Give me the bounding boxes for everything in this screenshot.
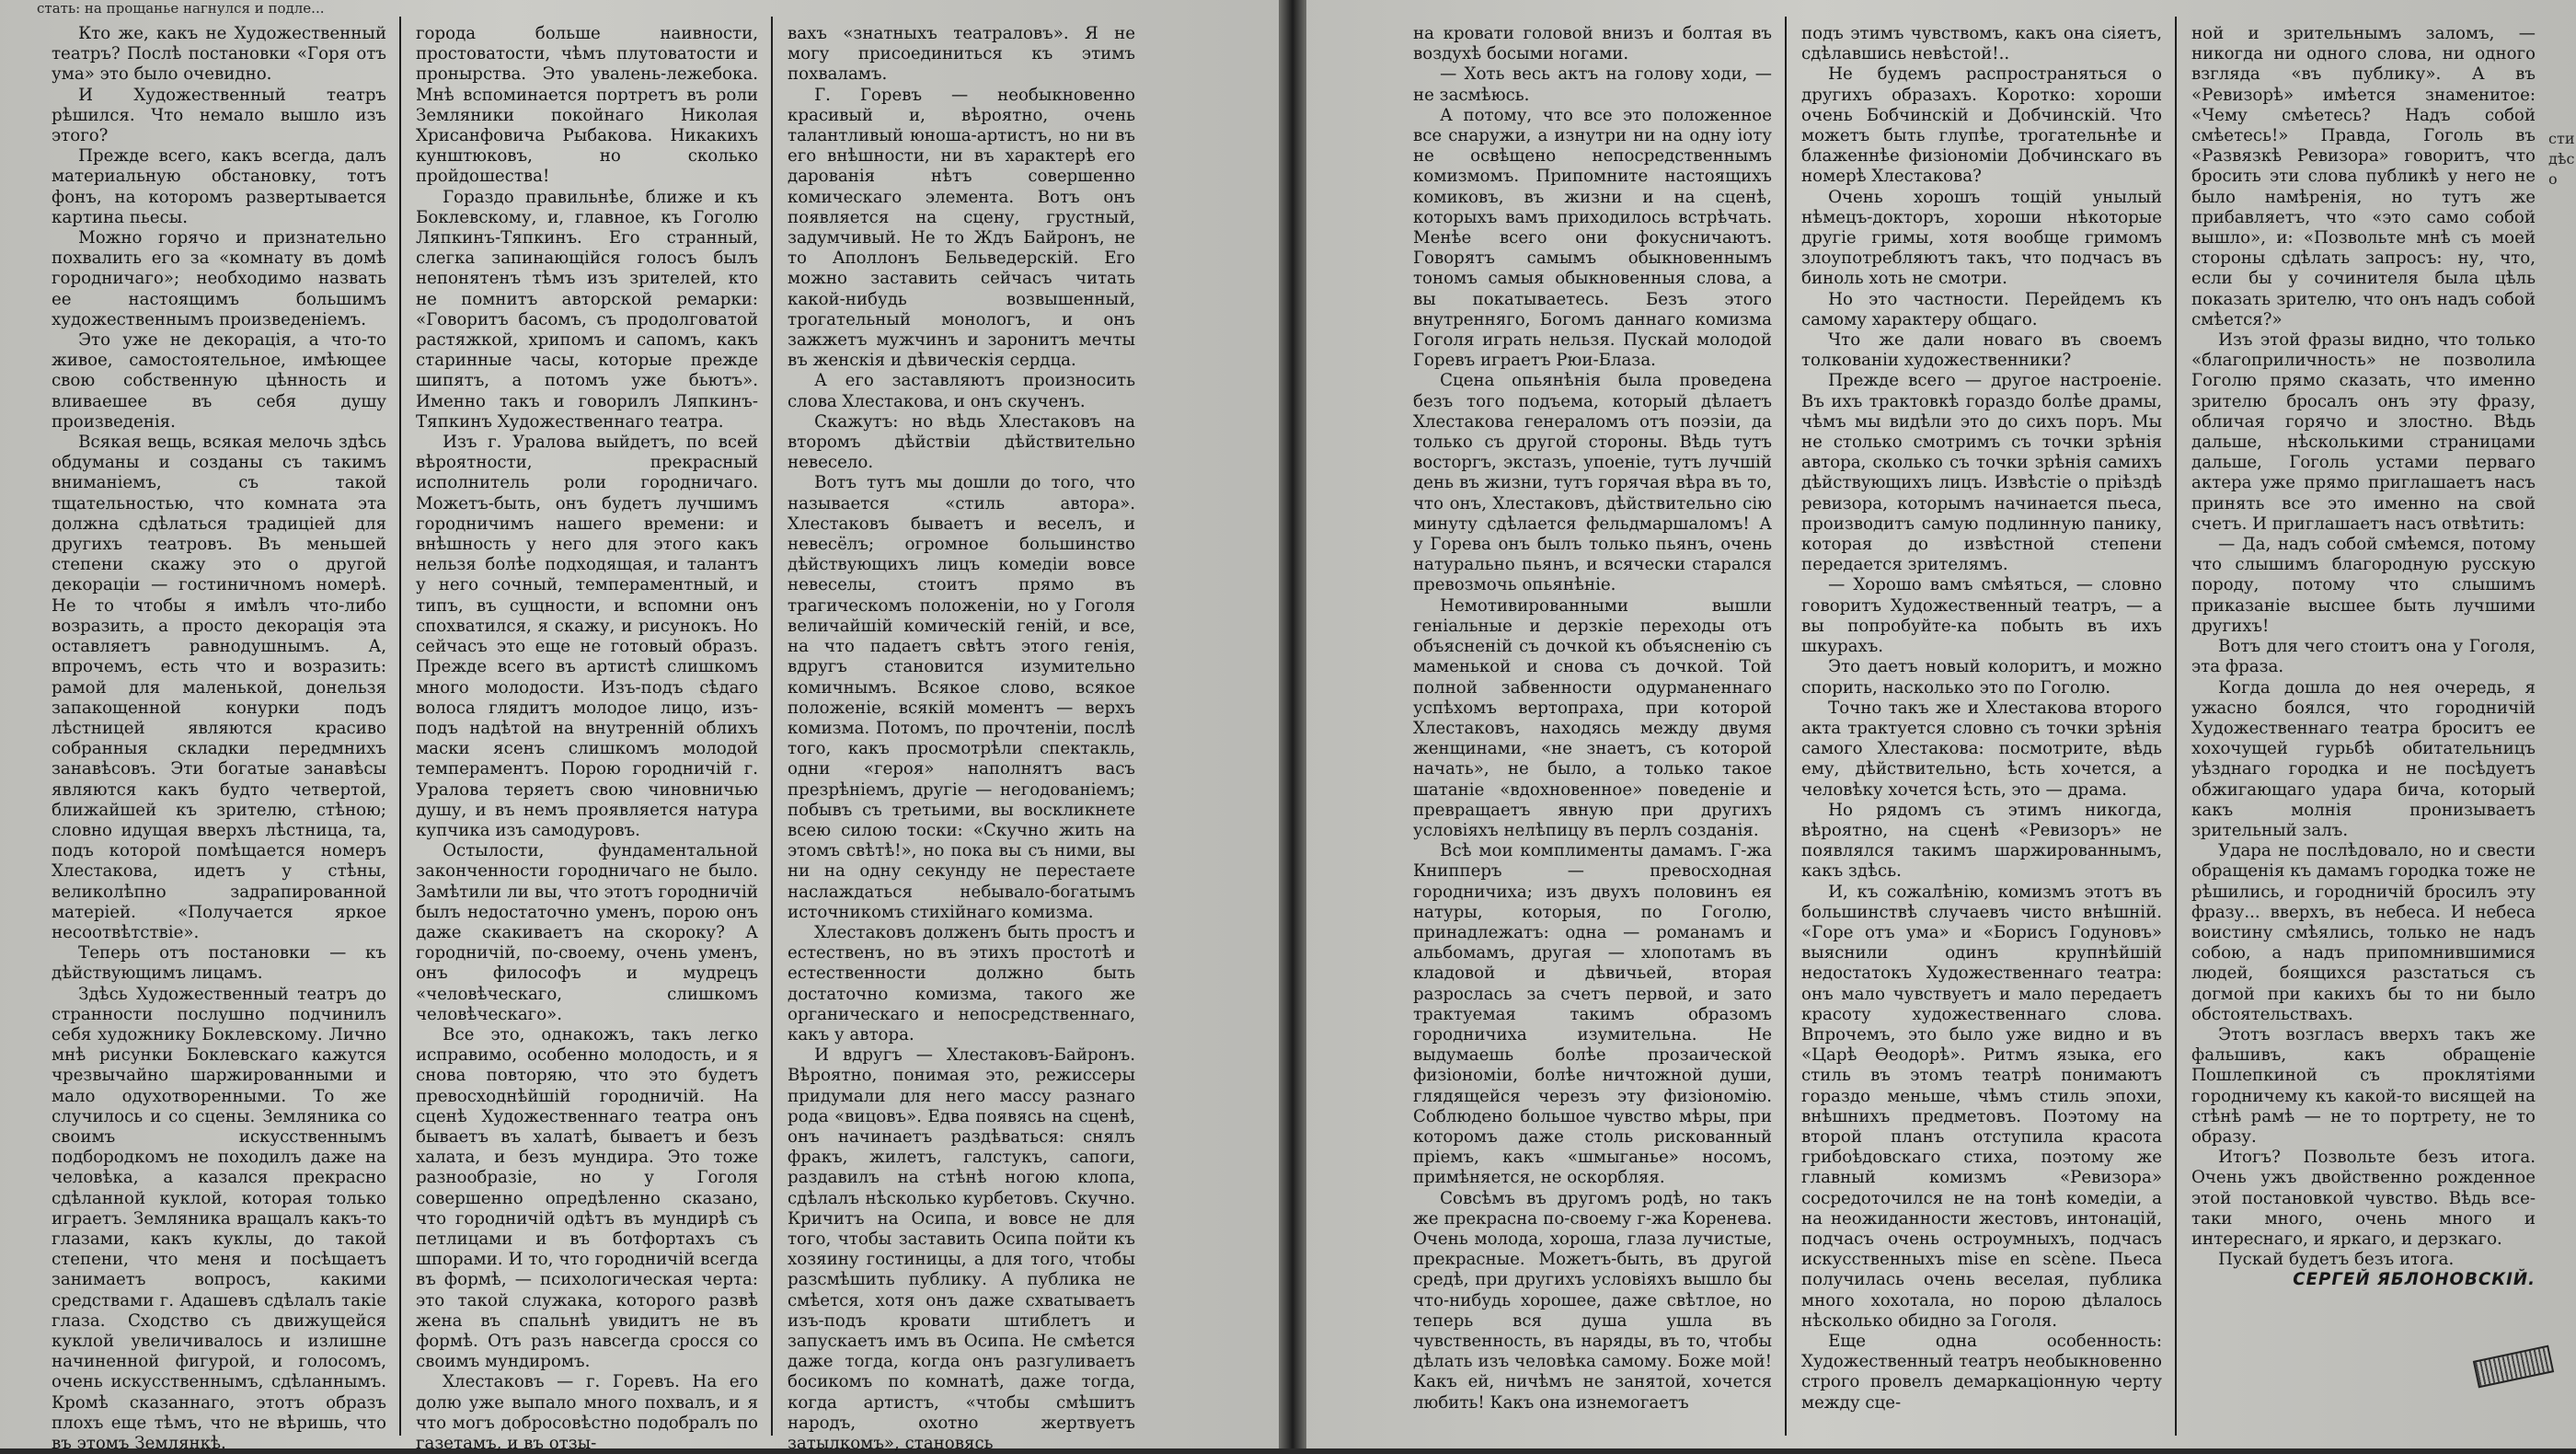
article-paragraph: Вотъ для чего стоитъ она у Гоголя, эта фраза. (2191, 637, 2536, 677)
author-signature: СЕРГЕЙ ЯБЛОНОВСКІЙ. (2293, 1270, 2536, 1290)
article-paragraph: вахъ «знатныхъ театраловъ». Я не могу присоединиться къ этимъ похваламъ. (788, 24, 1135, 85)
article-paragraph: Что же дали новаго въ своемъ толкованіи художественники? (1801, 330, 2162, 371)
article-paragraph: Этотъ возгласъ вверхъ такъ же фальшивъ, какъ обращеніе Пошлепкиной съ проклятіями городничему къ какой-то висящей на стѣнѣ рамѣ — не то портрету, не то образу. (2191, 1024, 2536, 1147)
article-paragraph: Очень хорошъ тощій унылый нѣмецъ-докторъ, хороши нѣкоторые другіе гримы, хотя вообще гримомъ злоупотребляютъ такъ, что подчасъ въ биноль хоть не смотри. (1801, 187, 2162, 289)
article-paragraph: Гораздо правильнѣе, ближе и къ Боклевскому, и, главное, къ Гоголю Ляпкинъ-Тяпкинъ. Его странный, слегка запинающійся голосъ былъ непонятенъ тѣмъ изъ зрителей, кто не помнитъ авторской ремарки: «Говоритъ басомъ, съ продолговатой растяжкой, хрипомъ и сапомъ, какъ старинные часы, которые прежде шипятъ, а потомъ уже бьютъ». Именно такъ и говорилъ Ляпкинъ-Тяпкинъ Художественнаго театра. (416, 187, 758, 432)
article-paragraph: Это даетъ новый колоритъ, и можно спорить, насколько это по Гоголю. (1801, 657, 2162, 698)
article-paragraph: города больше наивности, простоватости, чѣмъ плутоватости и пронырства. Это увалень-лежебока. Мнѣ вспоминается портретъ въ роли Земляники покойнаго Николая Хрисанфовича Рыбакова. Никакихъ кунштюковъ, но сколько пройдошества! (416, 24, 758, 187)
article-paragraph: Пускай будетъ безъ итога. (2218, 1250, 2455, 1270)
article-paragraph: Скажутъ: но вѣдь Хлестаковъ на второмъ дѣйствіи дѣйствительно невесело. (788, 411, 1135, 473)
article-paragraph: Остылости, фундаментальной законченности городничаго не было. Замѣтили ли вы, что этотъ городничій былъ недостаточно уменъ, порою онъ даже скакиваетъ на скороку? А городничій, по-своему, очень уменъ, онъ философъ и мудрецъ «человѣческаго, слишкомъ человѣческаго». (416, 841, 758, 1024)
article-paragraph: И Художественный театръ рѣшился. Что немало вышло изъ этого? (52, 85, 386, 146)
article-paragraph: — Хоть весь актъ на голову ходи, — не засмѣюсь. (1413, 64, 1772, 105)
article-paragraph: Итогъ? Позвольте безъ итога. Очень ужъ двойственно рожденное этой постановкой чувство. Вѣдь все-таки много, очень много и интереснаго, и яркаго, и дерзкаго. (2191, 1148, 2536, 1249)
newspaper-page-right (1306, 0, 2576, 1448)
torn-fragment: дѣс (2548, 150, 2575, 167)
torn-fragment: сти (2548, 130, 2575, 147)
article-paragraph: Хлестаковъ долженъ быть простъ и естественъ, но въ этихъ простотѣ и естественности должно быть достаточно комизма, такого же органическаго и непосредственнаго, какъ у автора. (788, 922, 1135, 1044)
article-paragraph: И вдругъ — Хлестаковъ-Байронъ. Вѣроятно, понимая это, режиссеры придумали для него массу разнаго рода «вицовъ». Едва появясь на сценѣ, онъ начинаетъ раздѣваться: снялъ фракъ, жилетъ, галстукъ, сапоги, раздавилъ на стѣнѣ ногою клопа, сдѣлалъ нѣсколько курбетовъ. Скучно. Кричитъ на Осипа, и вовсе не для того, чтобы заставить Осипа пойти къ хозяину гостиницы, а для того, чтобы разсмѣшить публику. А публика не смѣется, хотя онъ даже схватываетъ изъ-подъ кровати штиблетъ и запускаетъ имъ въ Осипа. Не смѣется даже тогда, когда онъ разгуливаетъ босикомъ по комнатѣ, даже тогда, когда артистъ, «чтобы смѣшитъ народъ, охотно жертвуетъ затылкомъ», становясь (788, 1045, 1135, 1454)
article-paragraph: Сцена опьянѣнія была проведена безъ того подъема, который дѣлаетъ Хлестакова генераломъ отъ поэзіи, да только съ другой стороны. Вѣдь тутъ восторгъ, экстазъ, упоеніе, тутъ лучшій день въ жизни, тутъ горячая вѣра въ то, что онъ, Хлестаковъ, дѣйствительно сію минуту сдѣлается фельдмаршаломъ! А у Горева онъ былъ только пьянъ, очень натурально пьянъ, и всячески старался превозмочь опьянѣніе. (1413, 371, 1772, 595)
column-5 (1787, 17, 2175, 1436)
article-paragraph: А его заставляютъ произносить слова Хлестакова, и онъ скученъ. (788, 371, 1135, 411)
article-paragraph: Совсѣмъ въ другомъ родѣ, но такъ же прекрасна по-своему г-жа Коренева. Очень молода, хороша, глаза лучистые, прекрасные. Можетъ-быть, въ другой средѣ, при другихъ условіяхъ вышло бы что-нибудь хорошее, даже свѣтлое, но теперь вся душа ушла въ чувственность, въ наряды, въ то, чтобы дѣлать изъ человѣка самому. Боже мой! Какъ ей, ничѣмъ не занятой, хочется любить! Какъ она изнемогаетъ (1413, 1188, 1772, 1413)
article-paragraph: Кто же, какъ не Художественный театръ? Послѣ постановки «Горя отъ ума» это было очевидно. (52, 24, 386, 85)
article-paragraph: Еще одна особенность: Художественный театръ необыкновенно строго провелъ демаркаціонную черту между сце- (1801, 1332, 2162, 1413)
article-paragraph: Всѣ мои комплименты дамамъ. Г-жа Книпперъ — превосходная городничиха; изъ двухъ половинъ ея натуры, которыя, по Гоголю, принадлежатъ: одна — романамъ и альбомамъ, другая — хлопотамъ въ кладовой и дѣвичьей, вторая разрослась за счетъ первой, и зато трактуемая такимъ образомъ городничиха изумительна. Не выдумаешь болѣе прозаической физіономіи, болѣе ничтожной души, глядящейся черезъ эту физіономію. Соблюдено большое чувство мѣры, при которомъ даже столь рискованный пріемъ, какъ «шмыганье» носомъ, примѣняется, не оскорбляя. (1413, 841, 1772, 1188)
article-paragraph: Всякая вещь, всякая мелочь здѣсь обдуманы и созданы съ такимъ вниманіемъ, съ такой тщательностью, что комната эта должна сдѣлаться традиціей для другихъ театровъ. Въ меньшей степени скажу это о другой декораціи — гостиничномъ номерѣ. Не то чтобы я имѣлъ что-либо возразить, а просто декорація эта оставляетъ равнодушнымъ. А, впрочемъ, есть что и возразить: рамой для маленькой, донельзя запакощенной конурки подъ лѣстницей являются красиво собранныя складки передмнихъ занавѣсовъ. Эти богатые занавѣсы являются какъ будто четвертой, ближайшей къ зрителю, стѣною; словно идущая вверхъ лѣстница, та, подъ которой помѣщается номеръ Хлестакова, идетъ у стѣны, великолѣпно задрапированной матеріей. «Получается яркое несоотвѣтствіе». (52, 433, 386, 942)
article-paragraph: подъ этимъ чувствомъ, какъ она сіяетъ, сдѣлавшись невѣстой!.. (1801, 24, 2162, 64)
article-paragraph: Изъ этой фразы видно, что только «благоприличность» не позволила Гоголю прямо сказать, что именно зрителю бросалъ онъ эту фразу, обличая горячо и злостно. Вѣдь дальше, нѣсколькими страницами дальше, Гоголь устами перваго актера уже прямо приглашаетъ насъ принять все это именно на свой счетъ. И приглашаетъ насъ отвѣтить: (2191, 330, 2536, 534)
torn-fragment: о (2548, 170, 2558, 188)
article-paragraph: Вотъ тутъ мы дошли до того, что называется «стиль автора». Хлестаковъ бываетъ и веселъ, и невесёлъ; огромное большинство дѣйствующихъ лицъ комедіи вовсе невеселы, стоитъ прямо въ трагическомъ положеніи, но у Гоголя величайшій комическій геній, и все, на что падаетъ свѣтъ этого генія, вдругъ становится изумительно комичнымъ. Всякое слово, всякое положеніе, всякій моментъ — верхъ комизма. Потомъ, по прочтеніи, послѣ того, какъ просмотрѣли спектакль, одни «героя» наполнятъ васъ презрѣніемъ, другіе — негодованіемъ; побывъ съ третьими, вы воскликнете всею силою тоски: «Скучно жить на этомъ свѣтѣ!», но пока вы съ ними, вы ни на одну секунду не перестаете наслаждаться небывало-богатымъ источникомъ стихійнаго комизма. (788, 473, 1135, 922)
newspaper-page-left (0, 0, 1279, 1454)
column-1 (37, 17, 399, 1454)
article-paragraph: — Хорошо вамъ смѣяться, — словно говоритъ Художественный театръ, — а вы попробуйте-ка побыть въ ихъ шкурахъ. (1801, 575, 2162, 657)
article-paragraph: Здѣсь Художественный театръ до странности послушно подчинилъ себя художнику Боклевскому. Лично мнѣ рисунки Боклевскаго кажутся чрезвычайно шаржированными и мало одухотворенными. То же случилось и со сцены. Земляника со своимъ искусственнымъ подбородкомъ не походилъ даже на человѣка, а казался прекрасно сдѣланной куклой, которая только играетъ. Земляника вращалъ какъ-то глазами, какъ куклы, до такой степени, что меня и посѣщаетъ занимаетъ вопросъ, какими средствами г. Адашевъ сдѣлалъ такіе глаза. Сходство съ движущейся куклой увеличивалось и излишне начиненной фигурой, и голосомъ, очень искусственнымъ, сдѣланнымъ. Кромѣ сказаннаго, этотъ образъ плохъ еще тѣмъ, что не вѣришь, что въ этомъ Землянкѣ. (52, 984, 386, 1454)
column-3 (773, 17, 1148, 1454)
article-paragraph: Когда дошла до нея очередь, я ужасно боялся, что городничій Художественнаго театра броситъ ее хохочущей гурьбѣ обитательницъ уѣзднаго городка и не посѣдуетъ обжигающаго удара бича, который какъ молнія пронизываетъ зрительный залъ. (2191, 677, 2536, 840)
article-paragraph: Не будемъ распространяться о другихъ образахъ. Коротко: хороши очень Бобчинскій и Добчинскій. Что можетъ быть глупѣе, трогательнѣе и блаженнѣе физіономіи Добчинскаго въ номерѣ Хлестакова? (1801, 64, 2162, 187)
article-paragraph: И, къ сожалѣнію, комизмъ этотъ въ большинствѣ случаевъ чисто внѣшній. «Горе отъ ума» и «Борисъ Годуновъ» выяснили одинъ крупнѣйшій недостатокъ Художественнаго театра: онъ мало чувствуетъ и мало передаетъ красоту художественнаго слова. Впрочемъ, это было уже видно и въ «Царѣ Ѳеодорѣ». Ритмъ языка, его стиль въ этомъ театрѣ понимаютъ гораздо меньше, чѣмъ стиль эпохи, внѣшнихъ предметовъ. Поэтому на второй планъ отступила красота грибоѣдовскаго стиха, поэтому же главный комизмъ «Ревизора» сосредоточился не на тонѣ комедіи, а на неожиданности жестовъ, интонацій, подчасъ очень остроумныхъ, подчасъ искусственныхъ mise en scène. Пьеса получилась очень веселая, публика много хохотала, но порою дѣлалось нѣсколько обидно за Гоголя. (1801, 882, 2162, 1331)
column-4 (1398, 17, 1785, 1436)
top-fragment: стать: на прощанье нагнулся и подле... (37, 0, 325, 17)
article-paragraph: Но это частности. Перейдемъ къ самому характеру общаго. (1801, 289, 2162, 329)
article-paragraph: Можно горячо и признательно похвалить его за «комнату въ домѣ городничаго»; необходимо назвать ее настоящимъ большимъ художественнымъ произведеніемъ. (52, 228, 386, 329)
article-paragraph: Теперь отъ постановки — къ дѣйствующимъ лицамъ. (52, 943, 386, 984)
article-paragraph: А потому, что все это положенное все снаружи, а изнутри ни на одну іоту не освѣщено непосредственнымъ комизмомъ. Припомните настоящихъ комиковъ, въ жизни и на сценѣ, которыхъ вамъ приходилось встрѣчать. Менѣе всего они фокусничаютъ. Говорятъ самымъ обыкновеннымъ тономъ самыя обыкновенныя слова, а вы покатываетесь. Безъ этого внутренняго, Богомъ даннаго комизма Гоголя играть нельзя. Пускай молодой Горевъ играетъ Рюи-Блаза. (1413, 105, 1772, 371)
article-paragraph: Прежде всего, какъ всегда, далъ материальную обстановку, тотъ фонъ, на которомъ развертывается картина пьесы. (52, 146, 386, 227)
article-paragraph: Все это, однакожъ, такъ легко исправимо, особенно молодость, и я снова повторяю, что это будетъ превосходнѣйшій городничій. На сценѣ Художественнаго театра онъ бываетъ въ халатѣ, бываетъ и безъ халата, и безъ мундира. Это тоже разнообразіе, но у Гоголя совершенно опредѣленно сказано, что городничій одѣтъ въ мундирѣ съ петлицами и въ ботфортахъ съ шпорами. И то, что городничій всегда въ формѣ, — психологическая черта: это такой служака, которого развѣ жена въ спальнѣ увидитъ не въ формѣ. Отъ разъ навсегда сросся со своимъ мундиромъ. (416, 1024, 758, 1372)
column-6 (2177, 17, 2548, 1436)
column-2 (401, 17, 771, 1454)
article-paragraph: Хлестаковъ — г. Горевъ. На его долю уже выпало много похвалъ, и я что могъ добросовѣстно подобралъ по газетамъ, и въ отзы- (416, 1372, 758, 1454)
article-paragraph: ной и зрительнымъ заломъ, — никогда ни одного слова, ни одного взгляда «въ публику». А въ «Ревизорѣ» имѣется знаменитое: «Чему смѣетесь? Надъ собой смѣетесь!» Правда, Гоголь въ «Развязкѣ Ревизора» говоритъ, что бросить эти слова публикѣ у него не было намѣренія, но тутъ же прибавляетъ, что «это само собой вышло», и: «Позвольте мнѣ съ моей стороны сдѣлать запросъ: ну, что, если бы у сочинителя была цѣль показать зрителю, что онъ надъ собой смѣется?» (2191, 24, 2536, 329)
article-paragraph: Точно такъ же и Хлестакова второго акта трактуется словно съ точки зрѣнія самого Хлестакова: посмотрите, вѣдь ему, дѣйствительно, ѣсть хочется, а человѣку хочется ѣсть, это — драма. (1801, 698, 2162, 800)
article-paragraph: на кровати головой внизъ и болтая въ воздухѣ босыми ногами. (1413, 24, 1772, 64)
article-paragraph: Но рядомъ съ этимъ никогда, вѣроятно, на сценѣ «Ревизоръ» не появлялся такимъ шаржированнымъ, какъ здѣсь. (1801, 800, 2162, 882)
article-paragraph: Г. Горевъ — необыкновенно красивый и, вѣроятно, очень талантливый юноша-артистъ, но ни въ его внѣшности, ни въ характерѣ его дарованія нѣтъ совершенно комическаго элемента. Вотъ онъ появляется на сцену, грустный, задумчивый. Не то Ждъ Байронъ, не то Аполлонъ Бельведерскій. Его можно заставить сейчасъ читать какой-нибудь возвышенный, трогательный монологъ, и онъ зажжетъ мужчинъ и заронитъ мечты въ женскія и дѣвическія сердца. (788, 85, 1135, 371)
article-paragraph: Удара не послѣдовало, но и свести обращенія къ дамамъ городка тоже не рѣшились, и городничій бросилъ эту фразу... вверхъ, въ небеса. И небеса воистину смѣялись, только не надъ собою, а надъ припомнившимися людей, боящихся разстаться съ догмой при какихъ бы то ни было обстоятельствахъ. (2191, 841, 2536, 1024)
article-paragraph: — Да, надъ собой смѣемся, потому что слышимъ благородную русскую породу, потому что слышимъ приказаніе высшее быть лучшими другихъ! (2191, 535, 2536, 636)
torn-edge-fragments (2548, 129, 2575, 190)
book-gutter (1279, 0, 1306, 1448)
article-paragraph: Изъ г. Уралова выйдетъ, по всей вѣроятности, прекрасный исполнитель роли городничаго. Можетъ-быть, онъ будетъ лучшимъ городничимъ нашего времени: и внѣшность у него для этого какъ нельзя болѣе подходящая, и талантъ у него сочный, темпераментный, и типъ, въ сущности, и вспомни онъ спохватился, я скажу, и рисунокъ. Но сейчасъ это еще не готовый образъ. Прежде всего въ артистѣ слишкомъ много молодости. Изъ-подъ сѣдаго волоса глядитъ молодое лицо, изъ-подъ надѣтой на внутренній облихъ маски ясенъ слишкомъ молодой темпераментъ. Порою городничій г. Уралова теряетъ свою чиновничью душу, и въ немъ проявляется натура купчика изъ самодуровъ. (416, 433, 758, 840)
article-paragraph: Прежде всего — другое настроеніе. Въ ихъ трактовкѣ гораздо болѣе драмы, чѣмъ мы видѣли это до сихъ поръ. Мы не столько смотримъ съ точки зрѣнія автора, сколько съ точки зрѣнія самихъ дѣйствующихъ лицъ. Извѣстіе о пріѣздѣ ревизора, которымъ начинается пьеса, производитъ самую подлинную панику, которая до извѣстной степени передается зрителямъ. (1801, 371, 2162, 575)
article-paragraph: Это уже не декорація, а что-то живое, самостоятельное, имѣющее свою собственную цѣнность и вливаешее въ себя душу произведенія. (52, 330, 386, 432)
article-paragraph: Немотивированными вышли геніальные и дерзкіе переходы отъ объясненій съ дочкой къ объясненію съ маменькой и снова съ дочкой. Той полной забвенности одурманеннаго успѣхомъ вертопраха, при которой Хлестаковъ, находясь между двумя женщинами, «не знаетъ, съ которой начать», не было, а только такое шатаніе «вдохновенное» поведеніе и превращаетъ явную при другихъ условіяхъ нелѣпицу въ перлъ созданія. (1413, 595, 1772, 840)
